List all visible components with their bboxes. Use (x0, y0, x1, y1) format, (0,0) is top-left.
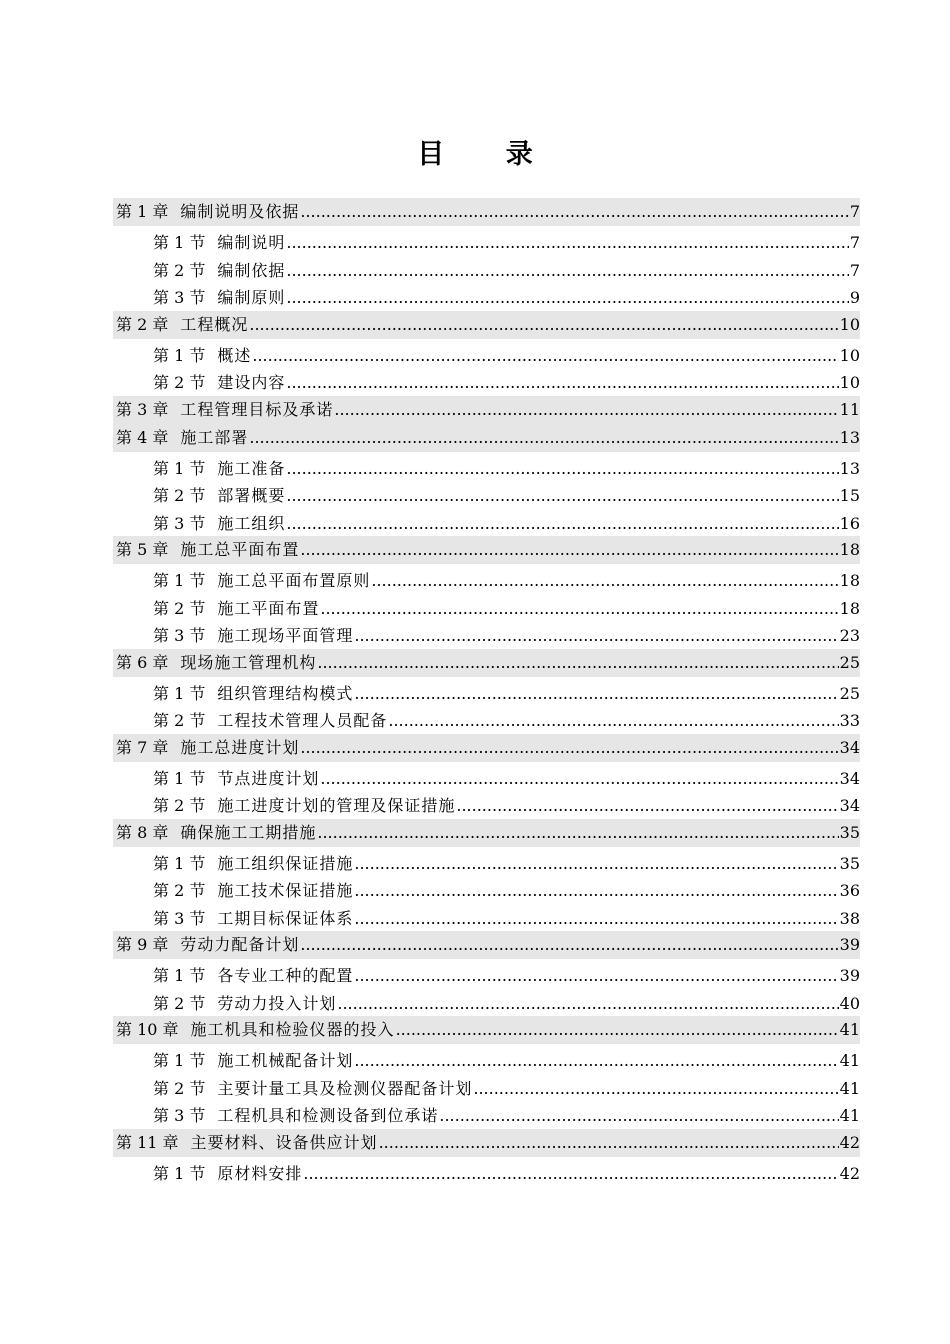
toc-entry-number: 第 1 章 (116, 202, 169, 221)
toc-page-number: 13 (839, 458, 860, 478)
toc-entry-number: 第 1 节 (153, 1051, 206, 1070)
toc-page-number: 35 (839, 822, 860, 842)
toc-page-number: 42 (839, 1163, 860, 1183)
toc-leader-dots (334, 396, 838, 424)
toc-chapter-entry[interactable] (113, 536, 860, 564)
toc-entry-number: 第 3 章 (116, 399, 169, 419)
toc-entry-number: 第 1 节 (153, 853, 206, 873)
toc-entry-number: 第 1 节 (153, 683, 206, 703)
toc-leader-dots (354, 849, 838, 879)
toc-entry-label: 施工总平面布置 (180, 540, 300, 559)
toc-entry-number: 第 9 章 (116, 935, 169, 954)
toc-leader-dots (354, 1046, 838, 1076)
toc-entry-number: 第 3 节 (153, 513, 206, 533)
toc-entry-label: 组织管理结构模式 (217, 683, 354, 703)
toc-entry-number: 第 2 节 (153, 881, 206, 900)
toc-leader-dots (303, 1159, 838, 1189)
toc-entry-label: 主要材料、设备供应计划 (190, 1132, 378, 1152)
toc-chapter-entry[interactable] (113, 734, 860, 762)
toc-entry-number: 第 2 节 (153, 993, 206, 1013)
toc-entry-label: 工程技术管理人员配备 (217, 711, 388, 730)
toc-page-number: 41 (839, 1106, 860, 1125)
toc-page-number: 7 (849, 202, 860, 221)
toc-section-entry[interactable] (113, 1159, 860, 1187)
toc-entry-label: 编制说明及依据 (180, 202, 300, 221)
toc-chapter-entry[interactable] (113, 819, 860, 847)
toc-leader-dots (286, 228, 848, 258)
toc-entry-number: 第 3 节 (153, 1106, 206, 1125)
toc-leader-dots (286, 509, 838, 539)
toc-entry-number: 第 2 节 (153, 796, 206, 815)
toc-leader-dots (286, 256, 848, 286)
toc-section-entry[interactable] (113, 509, 860, 537)
toc-page-number: 18 (839, 598, 860, 618)
toc-page-number: 34 (839, 796, 860, 815)
toc-leader-dots (456, 791, 838, 821)
toc-entry-label: 原材料安排 (217, 1163, 303, 1183)
toc-leader-dots (354, 876, 838, 906)
toc-chapter-entry[interactable] (113, 198, 860, 226)
toc-chapter-entry[interactable] (113, 1129, 860, 1157)
toc-entry-label: 概述 (217, 345, 252, 365)
toc-entry-number: 第 1 节 (153, 458, 206, 478)
toc-leader-dots (300, 198, 848, 226)
toc-entry-label: 施工部署 (180, 427, 249, 447)
toc-entry-label: 施工技术保证措施 (217, 881, 354, 900)
toc-entry-number: 第 10 章 (116, 1020, 179, 1039)
toc-section-entry[interactable] (113, 706, 860, 734)
toc-page-number: 18 (839, 540, 860, 559)
toc-entry-number: 第 2 节 (153, 373, 206, 392)
toc-entry-label: 施工现场平面管理 (217, 626, 354, 645)
toc-leader-dots (396, 1016, 839, 1044)
toc-entry-number: 第 7 章 (116, 737, 169, 757)
toc-leader-dots (300, 931, 838, 959)
toc-entry-label: 现场施工管理机构 (180, 652, 317, 672)
toc-page-number: 9 (849, 288, 860, 307)
toc-entry-number: 第 8 章 (116, 822, 169, 842)
toc-entry-label: 工程管理目标及承诺 (180, 399, 334, 419)
toc-leader-dots (354, 904, 838, 934)
toc-leader-dots (317, 819, 838, 847)
toc-page-number: 42 (839, 1132, 860, 1152)
toc-leader-dots (300, 734, 838, 762)
toc-entry-number: 第 6 章 (116, 652, 169, 672)
toc-entry-label: 部署概要 (217, 486, 286, 505)
toc-entry-label: 施工平面布置 (217, 598, 320, 618)
toc-chapter-entry[interactable] (113, 424, 860, 452)
toc-page-number: 34 (839, 737, 860, 757)
table-of-contents (113, 198, 860, 1186)
toc-leader-dots (473, 1074, 838, 1104)
toc-section-entry[interactable] (113, 961, 860, 989)
toc-leader-dots (388, 706, 838, 736)
toc-page-number: 41 (839, 1078, 860, 1098)
toc-entry-label: 节点进度计划 (217, 768, 320, 788)
toc-page-number: 39 (839, 935, 860, 954)
toc-page-number: 11 (839, 399, 860, 419)
toc-section-entry[interactable] (113, 481, 860, 509)
toc-page-number: 7 (849, 233, 860, 252)
toc-entry-label: 施工机械配备计划 (217, 1051, 354, 1070)
toc-page-number: 41 (839, 1051, 860, 1070)
toc-page-number: 18 (839, 571, 860, 590)
toc-section-entry[interactable] (113, 566, 860, 594)
toc-leader-dots (439, 1101, 838, 1131)
toc-entry-label: 劳动力配备计划 (180, 935, 300, 954)
toc-page-number: 10 (839, 345, 860, 365)
toc-leader-dots (379, 1129, 839, 1157)
toc-entry-number: 第 3 节 (153, 288, 206, 307)
toc-entry-label: 劳动力投入计划 (217, 993, 337, 1013)
toc-entry-number: 第 1 节 (153, 345, 206, 365)
toc-entry-label: 施工总平面布置原则 (217, 571, 371, 590)
toc-leader-dots (249, 424, 838, 452)
toc-page-number: 15 (839, 486, 860, 505)
toc-section-entry[interactable] (113, 454, 860, 482)
toc-section-entry[interactable] (113, 594, 860, 622)
toc-leader-dots (252, 341, 838, 371)
toc-entry-label: 施工组织 (217, 513, 286, 533)
toc-leader-dots (286, 454, 838, 484)
toc-entry-label: 施工组织保证措施 (217, 853, 354, 873)
toc-entry-number: 第 4 章 (116, 427, 169, 447)
toc-chapter-entry[interactable] (113, 1016, 860, 1044)
toc-page-number: 10 (839, 314, 860, 334)
toc-entry-number: 第 2 节 (153, 486, 206, 505)
toc-entry-number: 第 3 节 (153, 908, 206, 928)
toc-entry-label: 工程概况 (180, 314, 249, 334)
toc-entry-label: 各专业工种的配置 (217, 966, 354, 985)
toc-entry-label: 编制依据 (217, 260, 286, 280)
toc-page-number: 13 (839, 427, 860, 447)
toc-leader-dots (354, 621, 838, 651)
toc-entry-number: 第 2 章 (116, 314, 169, 334)
toc-leader-dots (286, 368, 838, 398)
toc-chapter-entry[interactable] (113, 311, 860, 339)
toc-entry-label: 工期目标保证体系 (217, 908, 354, 928)
toc-section-entry[interactable] (113, 791, 860, 819)
toc-chapter-entry[interactable] (113, 396, 860, 424)
toc-page-number: 7 (849, 260, 860, 280)
toc-section-entry[interactable] (113, 256, 860, 284)
toc-section-entry[interactable] (113, 679, 860, 707)
toc-entry-number: 第 2 节 (153, 1078, 206, 1098)
toc-section-entry[interactable] (113, 904, 860, 932)
toc-entry-number: 第 1 节 (153, 768, 206, 788)
toc-chapter-entry[interactable] (113, 931, 860, 959)
toc-section-entry[interactable] (113, 849, 860, 877)
toc-leader-dots (320, 764, 838, 794)
toc-entry-number: 第 1 节 (153, 571, 206, 590)
toc-page-number: 40 (839, 993, 860, 1013)
toc-page-number: 25 (839, 683, 860, 703)
toc-entry-number: 第 5 章 (116, 540, 169, 559)
toc-entry-number: 第 11 章 (116, 1132, 179, 1152)
toc-section-entry[interactable] (113, 989, 860, 1017)
toc-section-entry[interactable] (113, 1101, 860, 1129)
toc-entry-number: 第 1 节 (153, 966, 206, 985)
toc-entry-number: 第 2 节 (153, 260, 206, 280)
toc-entry-label: 主要计量工具及检测仪器配备计划 (217, 1078, 473, 1098)
toc-entry-label: 施工机具和检验仪器的投入 (190, 1020, 395, 1039)
toc-page-number: 34 (839, 768, 860, 788)
toc-section-entry[interactable] (113, 764, 860, 792)
toc-entry-number: 第 1 节 (153, 233, 206, 252)
toc-entry-label: 编制原则 (217, 288, 286, 307)
toc-page-number: 38 (839, 908, 860, 928)
toc-entry-label: 施工总进度计划 (180, 737, 300, 757)
toc-entry-number: 第 3 节 (153, 626, 206, 645)
toc-page-number: 39 (839, 966, 860, 985)
toc-entry-label: 确保施工工期措施 (180, 822, 317, 842)
toc-page-number: 35 (839, 853, 860, 873)
toc-leader-dots (286, 283, 848, 313)
toc-entry-number: 第 2 节 (153, 598, 206, 618)
toc-leader-dots (354, 679, 838, 709)
toc-section-entry[interactable] (113, 228, 860, 256)
toc-chapter-entry[interactable] (113, 649, 860, 677)
toc-section-entry[interactable] (113, 1074, 860, 1102)
toc-title: 目 录 (417, 139, 559, 170)
toc-section-entry[interactable] (113, 368, 860, 396)
toc-entry-label: 建设内容 (217, 373, 286, 392)
toc-leader-dots (371, 566, 838, 596)
toc-leader-dots (249, 311, 838, 339)
toc-page-number: 41 (839, 1020, 860, 1039)
toc-page-number: 10 (839, 373, 860, 392)
toc-entry-label: 施工进度计划的管理及保证措施 (217, 796, 456, 815)
toc-leader-dots (337, 989, 838, 1019)
toc-section-entry[interactable] (113, 876, 860, 904)
toc-leader-dots (286, 481, 838, 511)
toc-leader-dots (317, 649, 838, 677)
toc-leader-dots (354, 961, 838, 991)
toc-page-number: 16 (839, 513, 860, 533)
toc-page-number: 36 (839, 881, 860, 900)
toc-section-entry[interactable] (113, 1046, 860, 1074)
toc-leader-dots (320, 594, 838, 624)
toc-section-entry[interactable] (113, 621, 860, 649)
toc-entry-number: 第 1 节 (153, 1163, 206, 1183)
toc-entry-number: 第 2 节 (153, 711, 206, 730)
toc-entry-label: 工程机具和检测设备到位承诺 (217, 1106, 439, 1125)
toc-page-number: 25 (839, 652, 860, 672)
toc-entry-label: 编制说明 (217, 233, 286, 252)
toc-entry-label: 施工准备 (217, 458, 286, 478)
toc-section-entry[interactable] (113, 341, 860, 369)
toc-page-number: 23 (839, 626, 860, 645)
toc-leader-dots (300, 536, 838, 564)
toc-section-entry[interactable] (113, 283, 860, 311)
toc-page-number: 33 (839, 711, 860, 730)
